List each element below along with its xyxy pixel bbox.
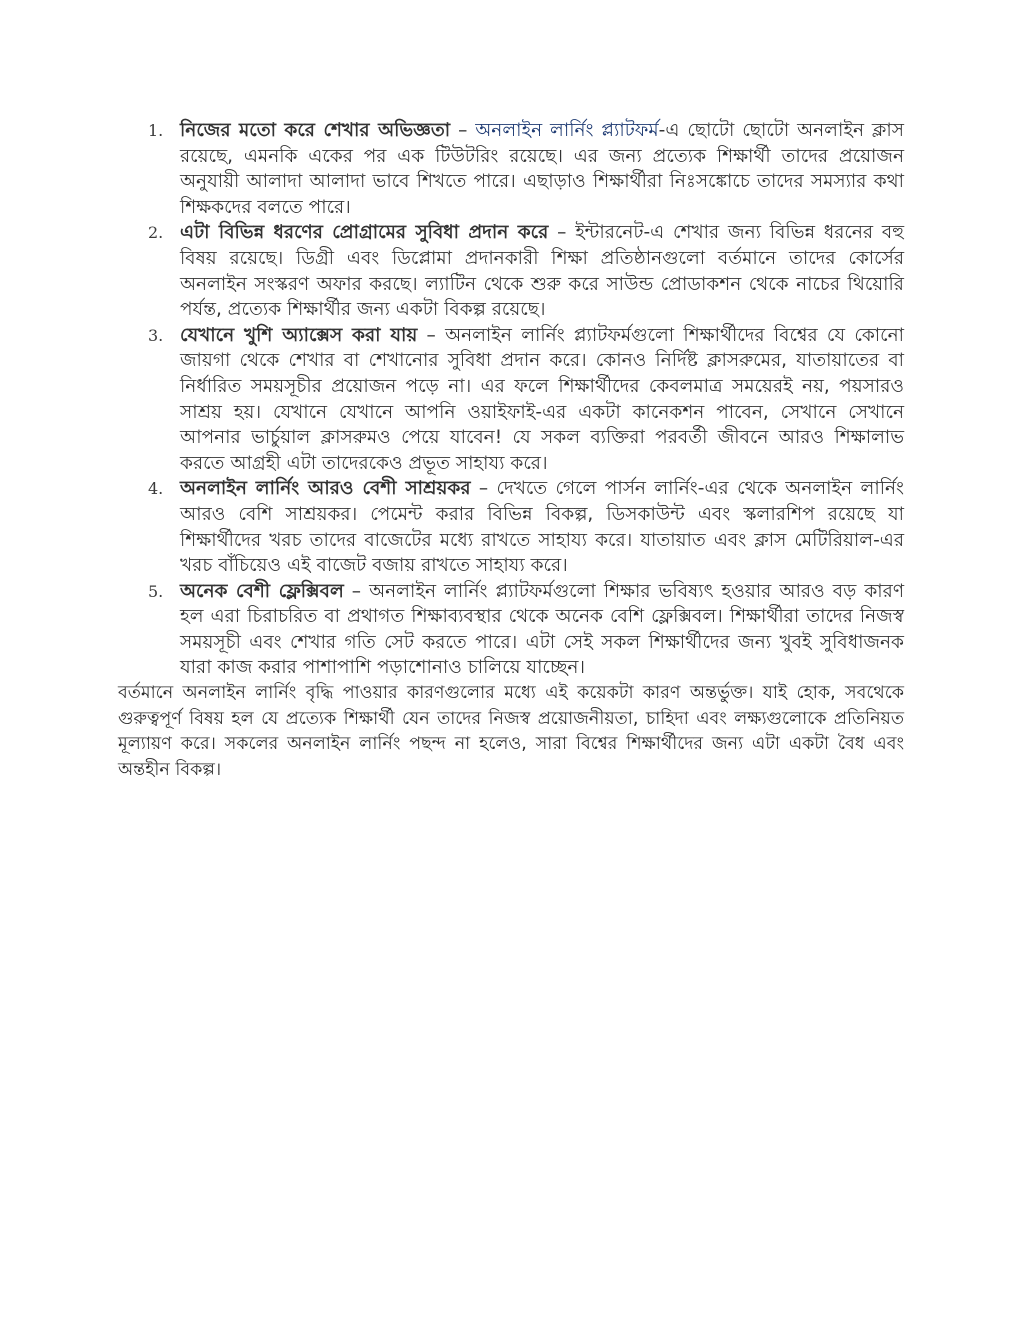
list-number: 4. — [148, 479, 164, 499]
list-item — [118, 220, 904, 322]
item-heading: যেখানে খুশি অ্যাক্সেস করা যায় — [180, 324, 418, 346]
item-dash: – — [343, 580, 370, 602]
reasons-list — [118, 118, 904, 681]
item-text: ইন্টারনেট-এ শেখার জন্য বিভিন্ন ধরনের বহু বিষয় রয়েছে। ডিগ্রী এবং ডিপ্লোমা প্রদানকারী শিক্ষা প্রতিষ্ঠানগুলো বর্তমানে তাদের কোর্সের অনলাইন সংস্করণ অফার করছে। ল্যাটিন থেকে শুরু করে সাউন্ড প্রোডাকশন থেকে নাচের থিয়োরি পর্যন্ত, প্রত্যেক শিক্ষার্থীর জন্য একটা বিকল্প রয়েছে। — [180, 222, 905, 321]
item-dash: – — [548, 222, 576, 244]
item-dash: – — [450, 120, 476, 141]
list-item — [118, 323, 904, 477]
item-text: অনলাইন লার্নিং প্ল্যাটফর্মগুলো শিক্ষার্থীদের বিশ্বের যে কোনো জায়গা থেকে শেখার বা শেখানোর সুবিধা প্রদান করে। কোনও নির্দিষ্ট ক্লাসরুমের, যাতায়াতের বা নির্ধারিত সময়সূচীর প্রয়োজন পড়ে না। এর ফলে শিক্ষার্থীদের কেবলমাত্র সময়েরই নয়, পয়সারও সাশ্রয় হয়। যেখানে যেখানে আপনি ওয়াইফাই-এর একটা কানেকশন পাবেন, সেখানে সেখানে আপনার ভার্চুয়াল ক্লাসরুমও পেয়ে যাবেন! যে সকল ব্যক্তিরা পরবর্তী জীবনে আরও শিক্ষালাভ করতে আগ্রহী এটা তাদেরকেও প্রভূত সাহায্য করে। — [180, 324, 904, 474]
list-number: 5. — [148, 581, 164, 601]
item-heading: এটা বিভিন্ন ধরণের প্রোগ্রামের সুবিধা প্রদান করে — [180, 222, 549, 244]
item-dash: – — [417, 324, 446, 346]
list-item — [118, 118, 904, 220]
document-content — [118, 118, 904, 783]
platform-link[interactable]: অনলাইন লার্নিং প্ল্যাটফর্ম — [475, 120, 659, 141]
list-item — [118, 476, 904, 578]
list-number: 3. — [148, 325, 164, 345]
list-item — [118, 579, 904, 681]
item-text: দেখতে গেলে পার্সন লার্নিং-এর থেকে অনলাইন লার্নিং আরও বেশি সাশ্রয়কর। পেমেন্ট করার বিভিন্ন বিকল্প, ডিসকাউন্ট এবং স্কলারশিপ রয়েছে যা শিক্ষার্থীদের খরচ তাদের বাজেটের মধ্যে রাখতে সাহায্য করে। যাতায়াত এবং ক্লাস মেটিরিয়াল-এর খরচ বাঁচিয়েও এই বাজেট বজায় রাখতে সাহায্য করে। — [180, 478, 904, 577]
item-text: -এ ছোটো ছোটো অনলাইন ক্লাস রয়েছে, এমনকি একের পর এক টিউটরিং রয়েছে। এর জন্য প্রত্যেক শিক্ষার্থী তাদের প্রয়োজন অনুযায়ী আলাদা আলাদা ভাবে শিখতে পারে। এছাড়াও শিক্ষার্থীরা নিঃসঙ্কোচে তাদের সমস্যার কথা শিক্ষকদের বলতে পারে। — [180, 120, 904, 218]
conclusion-paragraph: বর্তমানে অনলাইন লার্নিং বৃদ্ধি পাওয়ার কারণগুলোর মধ্যে এই কয়েকটা কারণ অন্তর্ভুক্ত। যাই হোক, সবথেকে গুরুত্বপূর্ণ বিষয় হল যে প্রত্যেক শিক্ষার্থী যেন তাদের নিজস্ব প্রয়োজনীয়তা, চাহিদা এবং লক্ষ্যগুলোকে প্রতিনিয়ত মূল্যায়ণ করে। সকলের অনলাইন লার্নিং পছন্দ না হলেও, সারা বিশ্বের শিক্ষার্থীদের জন্য এটা একটা বৈধ এবং অন্তহীন বিকল্প। — [118, 683, 904, 780]
item-heading: নিজের মতো করে শেখার অভিজ্ঞতা — [180, 120, 451, 141]
list-number: 2. — [148, 223, 164, 243]
item-dash: – — [470, 478, 497, 500]
item-heading: অনলাইন লার্নিং আরও বেশী সাশ্রয়কর — [180, 478, 471, 500]
list-number: 1. — [148, 121, 164, 140]
item-heading: অনেক বেশী ফ্লেক্সিবল — [180, 580, 344, 602]
item-text: অনলাইন লার্নিং প্ল্যাটফর্মগুলো শিক্ষার ভবিষ্যৎ হওয়ার আরও বড় কারণ হল এরা চিরাচরিত বা প্রথাগত শিক্ষাব্যবস্থার থেকে অনেক বেশি ফ্লেক্সিবল। শিক্ষার্থীরা তাদের নিজস্ব সময়সূচী এবং শেখার গতি সেট করতে পারে। এটা সেই সকল শিক্ষার্থীদের জন্য খুবই সুবিধাজনক যারা কাজ করার পাশাপাশি পড়াশোনাও চালিয়ে যাচ্ছেন। — [180, 580, 905, 679]
